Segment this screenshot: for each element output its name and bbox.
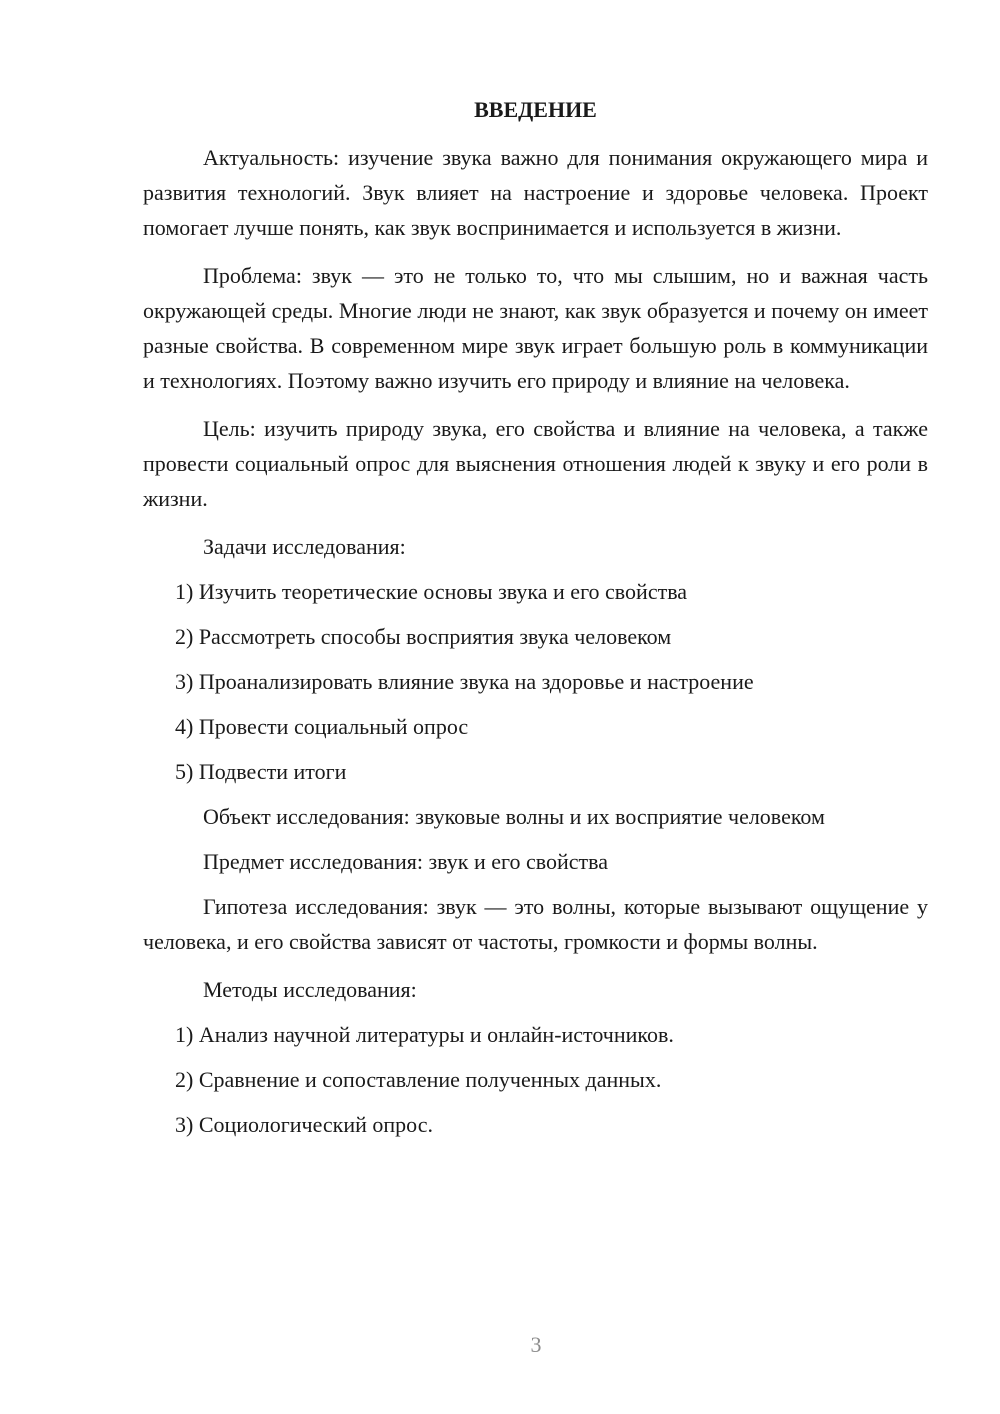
method-item: 3) Социологический опрос. <box>175 1112 433 1137</box>
task-item: 3) Проанализировать влияние звука на здоровье и настроение <box>175 669 754 694</box>
method-item: 1) Анализ научной литературы и онлайн-источников. <box>175 1022 674 1047</box>
task-item: 4) Провести социальный опрос <box>175 714 469 739</box>
tasks-list <box>143 574 928 789</box>
methods-list <box>143 1017 928 1142</box>
method-item: 2) Сравнение и сопоставление полученных данных. <box>175 1067 662 1092</box>
relevance-paragraph: Актуальность: изучение звука важно для понимания окружающего мира и развития технологий. Звук влияет на настроение и здоровье человека. Проект помогает лучше понять, как звук воспринимается и используется в жизни. <box>143 145 928 240</box>
page-number: 3 <box>530 1332 542 1357</box>
research-subject: Предмет исследования: звук и его свойства <box>203 849 608 874</box>
goal-paragraph: Цель: изучить природу звука, его свойства и влияние на человека, а также провести социальный опрос для выяснения отношения людей к звуку и его роли в жизни. <box>143 416 928 511</box>
problem-paragraph: Проблема: звук — это не только то, что мы слышим, но и важная часть окружающей среды. Многие люди не знают, как звук образуется и почему он имеет разные свойства. В современном мире звук играет большую роль в коммуникации и технологиях. Поэтому важно изучить его природу и влияние на человека. <box>143 263 928 393</box>
task-item: 1) Изучить теоретические основы звука и его свойства <box>175 579 688 604</box>
task-item: 2) Рассмотреть способы восприятия звука человеком <box>175 624 672 649</box>
methods-heading: Методы исследования: <box>203 977 417 1002</box>
section-title: ВВЕДЕНИЕ <box>474 97 597 122</box>
document-body <box>143 92 928 1152</box>
hypothesis-paragraph: Гипотеза исследования: звук — это волны, которые вызывают ощущение у человека, и его свойства зависят от частоты, громкости и формы волны. <box>143 894 928 954</box>
research-object: Объект исследования: звуковые волны и их восприятие человеком <box>203 804 825 829</box>
task-item: 5) Подвести итоги <box>175 759 347 784</box>
tasks-heading: Задачи исследования: <box>203 534 406 559</box>
